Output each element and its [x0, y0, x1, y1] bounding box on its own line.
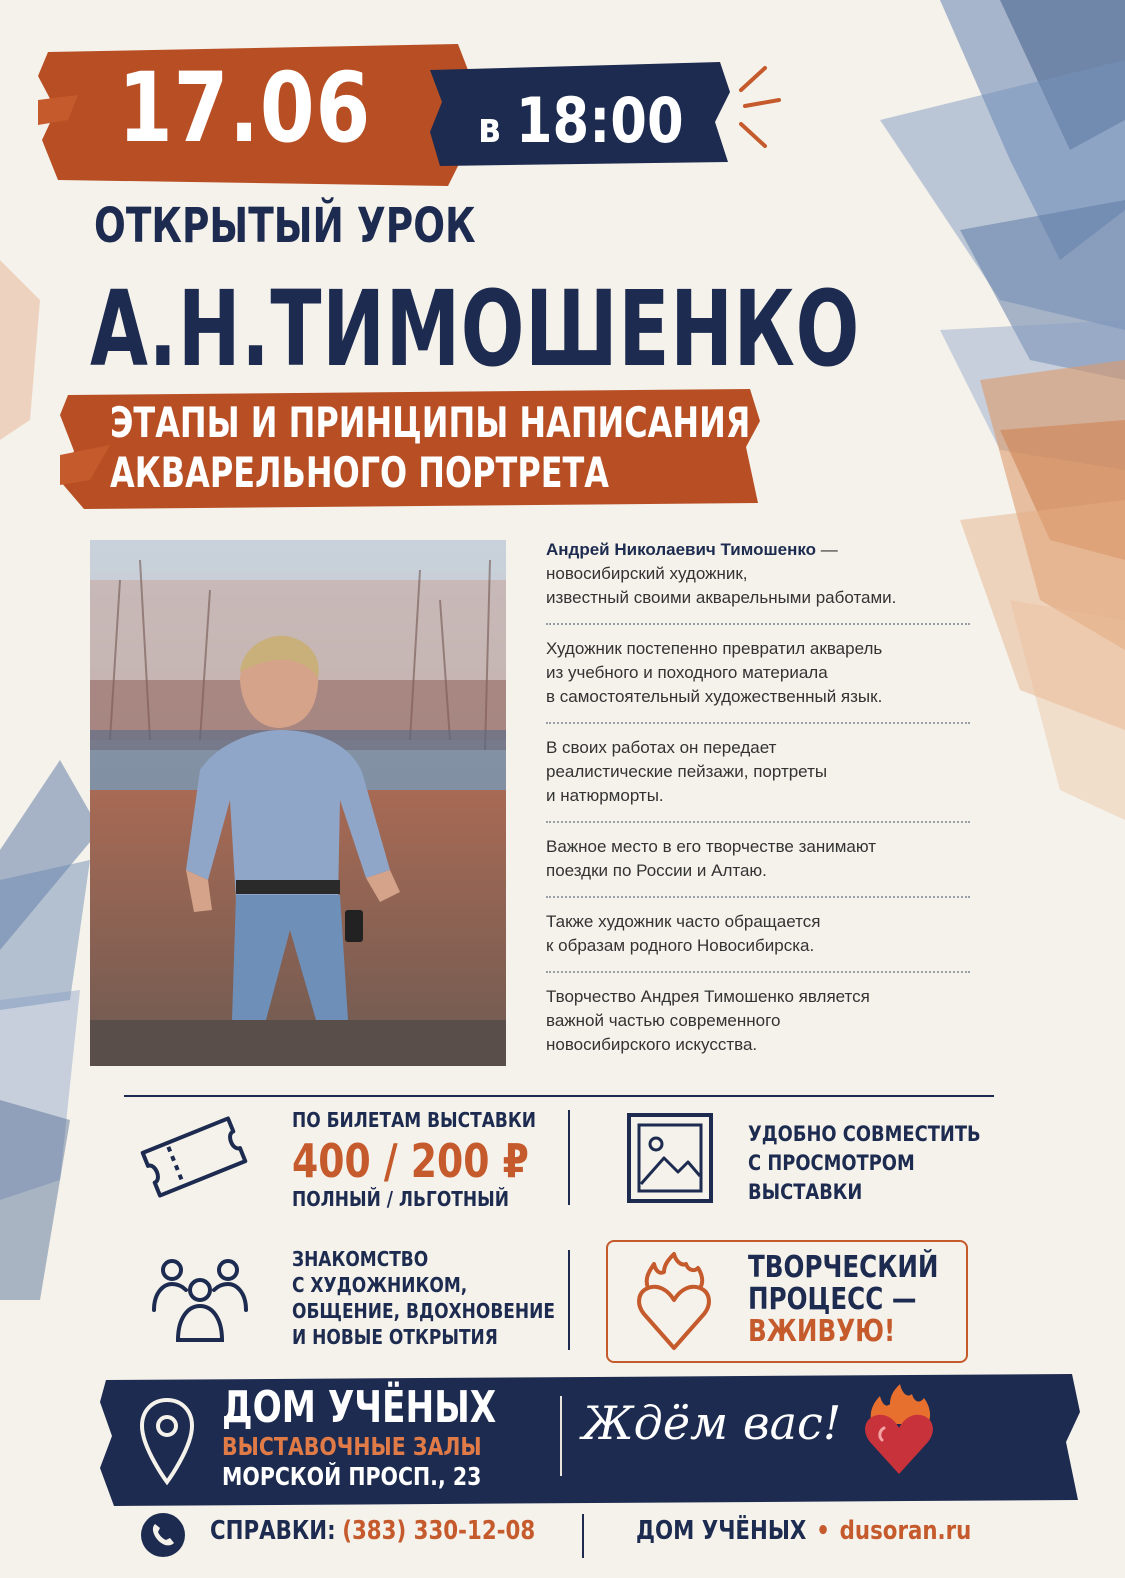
flame-heart-icon: [634, 1252, 714, 1352]
image-icon: [626, 1112, 714, 1204]
price-type: ПОЛНЫЙ / ЛЬГОТНЫЙ: [292, 1187, 509, 1211]
location-pin-icon: [138, 1396, 196, 1486]
process-text: [748, 1252, 938, 1348]
meet-line: ОБЩЕНИЕ, ВДОХНОВЕНИЕ: [292, 1299, 555, 1323]
bio-line: Творчество Андрея Тимошенко является: [546, 987, 870, 1006]
phone-number[interactable]: (383) 330-12-08: [342, 1516, 536, 1546]
artist-name: А.Н.ТИМОШЕНКО: [90, 268, 860, 390]
spark-lines-icon: [735, 62, 795, 152]
bio-line: Важное место в его творчестве занимают: [546, 837, 877, 856]
event-date: 17.06: [118, 52, 372, 164]
meet-line: И НОВЫЕ ОТКРЫТИЯ: [292, 1325, 498, 1349]
bio-line: Художник постепенно превратил акварель: [546, 639, 883, 658]
topic-line-1: ЭТАПЫ И ПРИНЦИПЫ НАПИСАНИЯ: [110, 398, 751, 447]
bio-line: поездки по России и Алтаю.: [546, 861, 767, 880]
topic-line-2: АКВАРЕЛЬНОГО ПОРТРЕТА: [110, 448, 609, 497]
process-line: ТВОРЧЕСКИЙ: [748, 1250, 939, 1285]
separator-dot: •: [816, 1516, 830, 1546]
artist-bio: [546, 538, 970, 1082]
bio-line: из учебного и походного материала: [546, 663, 828, 682]
bio-paragraph: [546, 637, 970, 724]
section-divider: [124, 1095, 994, 1097]
time-prefix: в: [478, 103, 501, 152]
bio-line: в самостоятельный художественный язык.: [546, 687, 883, 706]
venue-halls: ВЫСТАВОЧНЫЕ ЗАЛЫ: [222, 1432, 482, 1461]
people-icon: [150, 1252, 250, 1344]
bio-line: Также художник часто обращается: [546, 912, 821, 931]
info-line: [210, 1516, 535, 1546]
bio-dash: —: [816, 540, 838, 559]
bio-paragraph: [546, 538, 970, 625]
bio-line: известный своими акварельными работами.: [546, 588, 897, 607]
phone-icon: [140, 1512, 186, 1558]
footer-org: [636, 1516, 971, 1546]
vertical-divider: [568, 1110, 570, 1205]
bio-line: к образам родного Новосибирска.: [546, 936, 815, 955]
combine-text: [748, 1120, 981, 1207]
venue-name: ДОМ УЧЁНЫХ: [222, 1382, 497, 1433]
bio-line: В своих работах он передает: [546, 738, 777, 757]
bio-line: новосибирского искусства.: [546, 1035, 758, 1054]
bio-paragraph: [546, 985, 970, 1070]
meet-text: [292, 1246, 555, 1350]
process-line: ПРОЦЕСС —: [748, 1282, 917, 1317]
combine-line: ВЫСТАВКИ: [748, 1180, 863, 1204]
bio-line: и натюрморты.: [546, 786, 664, 805]
vertical-divider: [560, 1396, 562, 1476]
event-time: [478, 84, 684, 157]
venue-address: МОРСКОЙ ПРОСП., 23: [222, 1462, 482, 1491]
subtitle: ОТКРЫТЫЙ УРОК: [94, 198, 476, 254]
burning-heart-icon: [862, 1384, 936, 1476]
tickets-label: ПО БИЛЕТАМ ВЫСТАВКИ: [292, 1108, 536, 1132]
process-live: ВЖИВУЮ!: [748, 1314, 896, 1349]
website-link[interactable]: dusoran.ru: [839, 1516, 972, 1546]
bio-paragraph: [546, 910, 970, 973]
bio-line: новосибирский художник,: [546, 564, 748, 583]
time-value: 18:00: [515, 84, 684, 157]
vertical-divider: [568, 1250, 570, 1350]
meet-line: С ХУДОЖНИКОМ,: [292, 1273, 468, 1297]
bio-line: важной частью современного: [546, 1011, 781, 1030]
vertical-divider: [582, 1514, 584, 1558]
welcome-text: Ждём вас!: [582, 1396, 842, 1450]
ticket-price: 400 / 200 ₽: [292, 1134, 529, 1188]
bio-paragraph: [546, 835, 970, 898]
combine-line: УДОБНО СОВМЕСТИТЬ: [748, 1122, 981, 1146]
org-name: ДОМ УЧЁНЫХ: [636, 1516, 807, 1546]
ticket-icon: [134, 1112, 254, 1202]
artist-full-name: Андрей Николаевич Тимошенко: [546, 540, 817, 559]
combine-line: С ПРОСМОТРОМ: [748, 1151, 915, 1175]
bio-paragraph: [546, 736, 970, 823]
bio-line: реалистические пейзажи, портреты: [546, 762, 828, 781]
artist-photo: [90, 540, 506, 1066]
info-label: СПРАВКИ:: [210, 1516, 336, 1546]
meet-line: ЗНАКОМСТВО: [292, 1247, 429, 1271]
